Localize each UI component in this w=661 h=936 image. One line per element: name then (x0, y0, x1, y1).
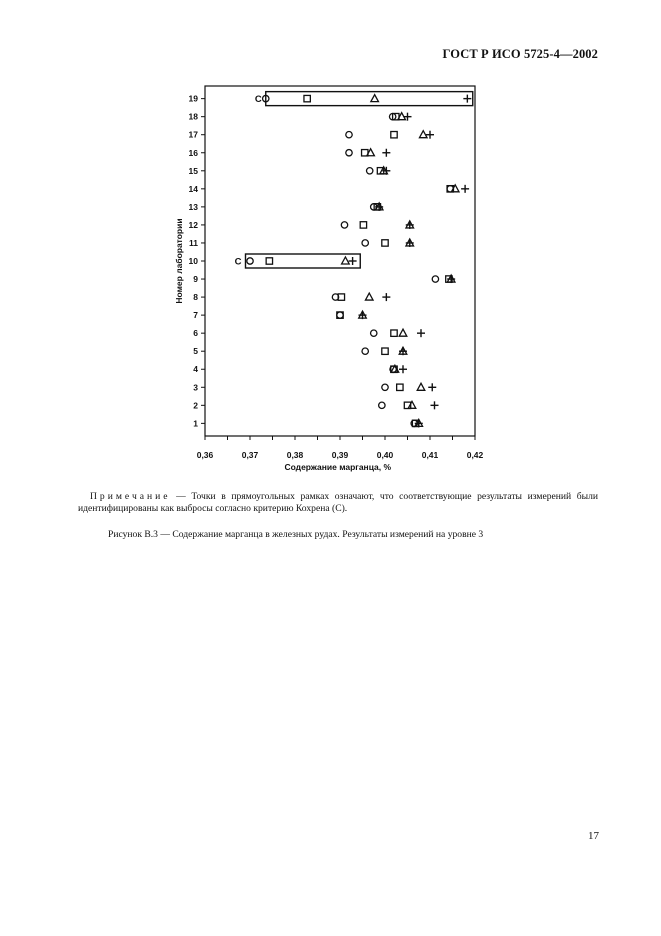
y-tick-label: 17 (188, 129, 198, 140)
x-tick-label: 0,38 (286, 450, 304, 460)
circle-marker (362, 348, 368, 354)
y-tick-label: 1 (193, 418, 198, 429)
outlier-label: C (234, 256, 242, 268)
plus-marker (431, 401, 439, 409)
y-tick-label: 3 (193, 382, 198, 393)
outlier-label: C (254, 94, 262, 106)
square-marker (391, 330, 397, 336)
standard-header: ГОСТ Р ИСО 5725-4—2002 (442, 47, 598, 61)
y-tick-label: 10 (188, 256, 198, 266)
plus-marker (382, 293, 390, 301)
figure-caption: Рисунок В.3 — Содержание марганца в железных рудах. Результаты измерений на уровне 3 (108, 529, 484, 540)
y-tick-label: 4 (193, 364, 198, 375)
triangle-marker (417, 383, 425, 390)
plus-marker (428, 383, 436, 391)
note-text: — Точки в прямоугольных рамках означают, что соответствующие результаты измерений были идентифицированы как выбросы согласно критерию Кохрена (С). (78, 491, 598, 514)
triangle-marker (342, 257, 350, 264)
x-axis-title: Содержание марганца, % (284, 462, 392, 472)
y-tick-label: 18 (188, 111, 198, 122)
figure-note (78, 491, 598, 515)
circle-marker (346, 132, 352, 138)
y-tick-label: 15 (188, 165, 198, 176)
x-tick-label: 0,41 (421, 450, 439, 460)
circle-marker (346, 150, 352, 156)
circle-marker (367, 168, 373, 174)
x-tick-label: 0,36 (196, 450, 214, 460)
triangle-marker (371, 95, 379, 102)
plus-marker (399, 365, 407, 373)
square-marker (382, 348, 388, 354)
square-marker (391, 132, 397, 138)
x-tick-label: 0,42 (466, 450, 484, 460)
page-number: 17 (588, 830, 599, 842)
triangle-marker (365, 293, 373, 300)
circle-marker (382, 384, 388, 390)
circle-marker (247, 258, 253, 264)
square-marker (304, 95, 310, 101)
y-axis-title: Номер лаборатории (174, 218, 184, 304)
circle-marker (362, 240, 368, 246)
square-marker (382, 240, 388, 246)
y-tick-label: 11 (189, 237, 198, 248)
y-tick-label: 9 (193, 274, 198, 285)
circle-marker (371, 330, 377, 336)
y-tick-label: 16 (188, 147, 198, 158)
circle-marker (432, 276, 438, 282)
square-marker (360, 222, 366, 228)
y-tick-label: 7 (193, 310, 198, 321)
y-tick-label: 8 (193, 292, 198, 303)
triangle-marker (399, 329, 407, 336)
square-marker (266, 258, 272, 264)
triangle-marker (419, 131, 427, 138)
y-tick-label: 2 (193, 400, 198, 411)
circle-marker (379, 402, 385, 408)
outlier-box (266, 92, 473, 106)
y-tick-label: 14 (188, 183, 198, 194)
y-tick-label: 12 (188, 219, 198, 230)
plus-marker (461, 185, 469, 193)
plus-marker (463, 95, 471, 103)
y-tick-label: 6 (193, 328, 198, 339)
y-tick-label: 5 (193, 346, 198, 357)
x-tick-label: 0,40 (376, 450, 394, 460)
note-lead: Примечание (90, 491, 171, 502)
plus-marker (382, 149, 390, 157)
plus-marker (417, 329, 425, 337)
circle-marker (341, 222, 347, 228)
circle-marker (337, 312, 343, 318)
y-tick-label: 13 (188, 201, 198, 212)
x-tick-label: 0,39 (331, 450, 349, 460)
y-tick-label: 19 (188, 93, 198, 104)
x-tick-label: 0,37 (241, 450, 259, 460)
square-marker (397, 384, 403, 390)
